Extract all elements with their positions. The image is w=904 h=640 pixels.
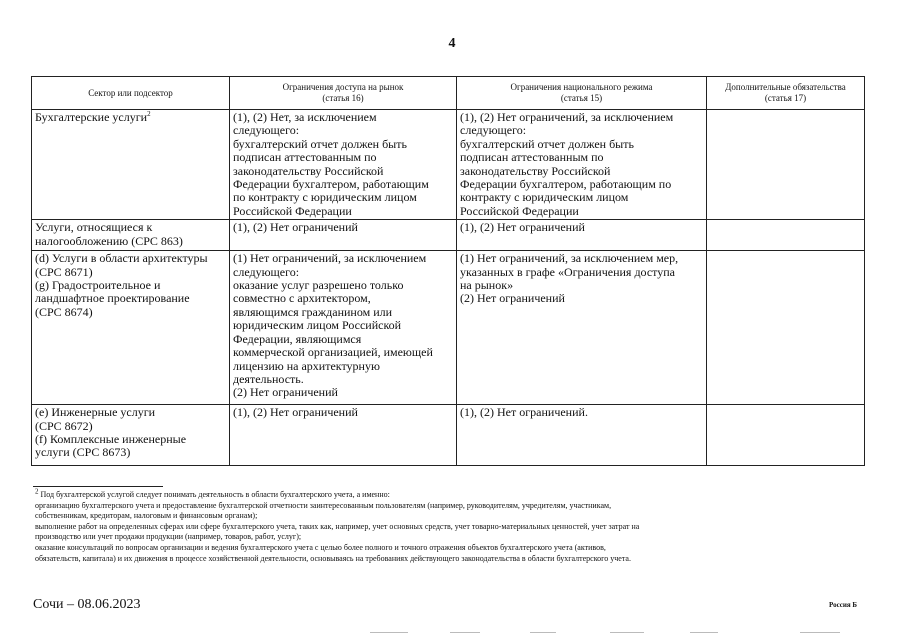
footnote-line: производство или учет продажи продукции (например, товаров, работ, услуг); xyxy=(35,532,302,542)
additional-cell xyxy=(707,251,865,405)
header-market-access xyxy=(230,77,457,110)
header-market-access-title: Ограничения доступа на рынок xyxy=(282,82,404,92)
cell-text: по контракту с юридическим лицом xyxy=(233,190,417,205)
header-national-treatment xyxy=(457,77,707,110)
scan-mark xyxy=(610,632,644,633)
cell-text: законодательству Российской xyxy=(233,163,384,178)
header-additional-article: (статья 17) xyxy=(764,93,807,103)
cell-text: законодательству Российской xyxy=(460,163,611,178)
footnote-ref: 2 xyxy=(147,110,151,118)
footnote-line: оказание консультаций по вопросам организации и ведения бухгалтерского учета с целью более полного и точного отражения объектов бухгалтерского учета (активов, xyxy=(35,542,606,552)
footer-location-date: Сочи – 08.06.2023 xyxy=(33,597,141,612)
sector-text: (CPC 8674) xyxy=(35,304,93,319)
cell-text: Российской Федерации xyxy=(460,203,579,218)
footnote-line: организацию бухгалтерского учета и предоставление бухгалтерской отчетности заинтересованным пользователям (например, руководителям, учредителям, участникам, xyxy=(35,500,612,510)
scan-mark xyxy=(530,632,556,633)
market-access-cell xyxy=(230,405,457,466)
national-treatment-cell xyxy=(457,251,707,405)
cell-text: лицензию на архитектурную xyxy=(233,358,380,373)
market-access-cell xyxy=(230,110,457,220)
sector-text: ландшафтное проектирование xyxy=(35,291,190,306)
cell-text: (1), (2) Нет ограничений. xyxy=(460,405,588,420)
sector-text: Услуги, относящиеся к xyxy=(35,220,153,235)
cell-text: на рынок» xyxy=(460,278,514,293)
additional-cell xyxy=(707,220,865,251)
sector-text: (f) Комплексные инженерные xyxy=(35,432,187,447)
header-additional-title: Дополнительные обязательства xyxy=(725,82,846,92)
sector-cell xyxy=(32,405,230,466)
footnote-line: обязательств, капитала) и их движения в процессе хозяйственной деятельности, основываясь на требованиях действующего законодательства в области бухгалтерского учета. xyxy=(35,553,631,563)
national-treatment-cell xyxy=(457,110,707,220)
cell-text: подписан аттестованным по xyxy=(460,150,604,165)
cell-text: бухгалтерский отчет должен быть xyxy=(460,136,634,151)
footnote-text: Под бухгалтерской услугой следует понимать деятельность в области бухгалтерского учета, а именно: xyxy=(38,490,390,499)
cell-text: (1), (2) Нет ограничений, за исключением xyxy=(460,110,674,124)
scan-mark xyxy=(800,632,840,633)
footnote-marker: 2 xyxy=(35,487,39,496)
footnote-line: собственникам, кредиторам, налоговым и финансовым органам); xyxy=(35,511,258,521)
cell-text: следующего: xyxy=(233,264,300,279)
national-treatment-cell xyxy=(457,405,707,466)
sector-text: (CPC 8671) xyxy=(35,264,93,279)
national-treatment-cell xyxy=(457,220,707,251)
cell-text: (2) Нет ограничений xyxy=(233,385,338,400)
sector-cell xyxy=(32,110,230,220)
sector-text: (g) Градостроительное и xyxy=(35,278,161,293)
sector-text: налогообложению (CPC 863) xyxy=(35,233,183,248)
cell-text: (2) Нет ограничений xyxy=(460,291,565,306)
header-market-access-article: (статья 16) xyxy=(322,93,364,103)
footer-code: Россия Б xyxy=(829,601,858,609)
header-national-treatment-title: Ограничения национального режима xyxy=(510,82,653,92)
header-additional xyxy=(707,77,865,110)
scan-mark xyxy=(450,632,480,633)
cell-text: (1), (2) Нет ограничений xyxy=(233,405,358,420)
sector-cell xyxy=(32,251,230,405)
table-header-row xyxy=(32,77,865,110)
cell-text: (1) Нет ограничений, за исключением мер, xyxy=(460,251,679,266)
footnote-divider xyxy=(33,486,163,487)
table-row xyxy=(32,251,865,405)
additional-cell xyxy=(707,110,865,220)
cell-text: (1) Нет ограничений, за исключением xyxy=(233,251,427,266)
market-access-cell xyxy=(230,220,457,251)
sector-cell xyxy=(32,220,230,251)
market-access-cell xyxy=(230,251,457,405)
scan-artifact-marks xyxy=(360,632,860,636)
cell-text: Российской Федерации xyxy=(233,203,352,218)
cell-text: (1), (2) Нет ограничений xyxy=(233,220,358,235)
cell-text: Федерации бухгалтером, работающим xyxy=(233,177,429,192)
cell-text: юридическим лицом Российской xyxy=(233,318,402,333)
cell-text: бухгалтерский отчет должен быть xyxy=(233,136,407,151)
additional-cell xyxy=(707,405,865,466)
cell-text: коммерческой организацией, имеющей xyxy=(233,345,433,360)
footnote-line: выполнение работ на определенных сферах или сфере бухгалтерского учета, таких как, например, учет основных средств, учет товарно-материальных ценностей, учет затрат на xyxy=(35,521,640,531)
scan-mark xyxy=(690,632,718,633)
cell-text: следующего: xyxy=(233,123,300,138)
cell-text: совместно с архитектором, xyxy=(233,291,371,306)
table-row xyxy=(32,110,865,220)
table-row xyxy=(32,220,865,251)
sector-text: (d) Услуги в области архитектуры xyxy=(35,251,208,266)
cell-text: подписан аттестованным по xyxy=(233,150,377,165)
cell-text: указанных в графе «Ограничения доступа xyxy=(460,264,676,279)
cell-text: оказание услуг разрешено только xyxy=(233,278,404,293)
scan-mark xyxy=(370,632,408,633)
sector-text: услуги (CPC 8673) xyxy=(35,445,131,460)
sector-text: (e) Инженерные услуги xyxy=(35,405,156,420)
header-sector xyxy=(32,77,230,110)
header-national-treatment-article: (статья 15) xyxy=(560,93,603,103)
table-row xyxy=(32,405,865,466)
header-sector-label: Сектор или подсектор xyxy=(88,87,173,98)
page-number: 4 xyxy=(448,36,456,51)
cell-text: Федерации, являющимся xyxy=(233,331,362,346)
footnote xyxy=(35,487,865,564)
cell-text: (1), (2) Нет, за исключением xyxy=(233,110,377,124)
cell-text: (1), (2) Нет ограничений xyxy=(460,220,585,235)
footnote-line xyxy=(35,487,865,501)
cell-text: деятельность. xyxy=(233,371,304,386)
sector-text: Бухгалтерские услуги xyxy=(35,110,148,124)
cell-text: Федерации бухгалтером, работающим по xyxy=(460,177,672,192)
cell-text: следующего: xyxy=(460,123,527,138)
cell-text: контракту с юридическим лицом xyxy=(460,190,629,205)
commitments-table xyxy=(31,76,865,466)
sector-text: (CPC 8672) xyxy=(35,418,93,433)
cell-text: являющимся гражданином или xyxy=(233,304,393,319)
